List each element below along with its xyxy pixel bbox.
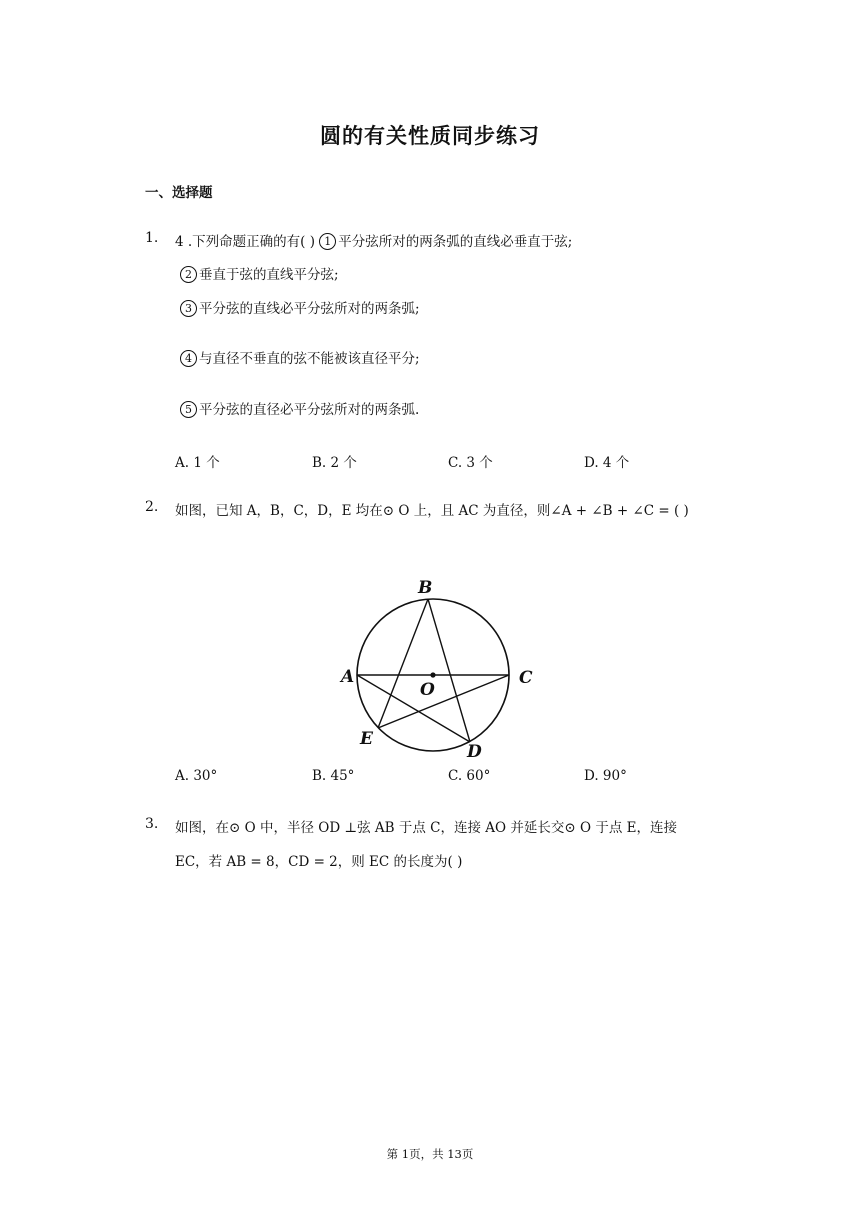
- circled-number-4: 4: [180, 350, 197, 367]
- question-2-text: 如图，已知 A，B，C，D，E 均在⊙ O 上，且 AC 为直径，则∠A + ∠B + ∠C = ( ): [175, 503, 689, 519]
- question-1-number: 1.: [145, 230, 159, 246]
- question-3-line-1: 如图，在⊙ O 中，半径 OD ⊥弦 AB 于点 C，连接 AO 并延长交⊙ O 于点 E，连接: [175, 820, 678, 836]
- label-c: C: [519, 668, 533, 688]
- page-footer: 第 1页，共 13页: [386, 1147, 474, 1161]
- question-2-number: 2.: [145, 499, 159, 515]
- question-2-option-a: A. 30°: [175, 768, 218, 784]
- label-a: A: [341, 667, 355, 687]
- question-1-line: [175, 230, 572, 250]
- label-e: E: [360, 729, 373, 749]
- circled-number-2: 2: [180, 266, 197, 283]
- question-2-option-d: D. 90°: [584, 768, 627, 784]
- question-1-item-row-4: [180, 347, 420, 367]
- segment-ce: [378, 675, 509, 728]
- question-1-item-3: 平分弦的直线必平分弦所对的两条弧;: [199, 301, 420, 317]
- label-d: D: [467, 742, 482, 762]
- question-1-option-d: D. 4 个: [584, 455, 630, 471]
- question-3-line-2: EC，若 AB = 8，CD = 2，则 EC 的长度为( ): [175, 854, 463, 870]
- label-b: B: [418, 578, 433, 598]
- page-title: 圆的有关性质同步练习: [320, 124, 540, 148]
- question-1-item-2: 垂直于弦的直线平分弦;: [199, 267, 339, 283]
- question-3-number: 3.: [145, 816, 159, 832]
- question-1-item-row-3: [180, 297, 420, 317]
- question-2-option-c: C. 60°: [448, 768, 491, 784]
- question-2-option-b: B. 45°: [312, 768, 355, 784]
- circle-pentagram-figure: [330, 568, 540, 763]
- question-1-option-b: B. 2 个: [312, 455, 357, 471]
- question-1-option-c: C. 3 个: [448, 455, 493, 471]
- question-1-item-1: 平分弦所对的两条弧的直线必垂直于弦;: [338, 234, 573, 250]
- section-heading: 一、选择题: [145, 185, 213, 201]
- question-1-item-row-2: [180, 263, 339, 283]
- circled-number-3: 3: [180, 300, 197, 317]
- question-1-stem: 4 .下列命题正确的有( ): [175, 234, 315, 250]
- circled-number-1: 1: [319, 233, 336, 250]
- label-o: O: [420, 680, 435, 700]
- question-1-item-5: 平分弦的直径必平分弦所对的两条弧.: [199, 402, 420, 418]
- center-point: [430, 672, 435, 677]
- question-1-item-4: 与直径不垂直的弦不能被该直径平分;: [199, 351, 420, 367]
- circled-number-5: 5: [180, 401, 197, 418]
- segment-be: [378, 599, 428, 728]
- question-1-option-a: A. 1 个: [175, 455, 220, 471]
- question-1-item-row-5: [180, 398, 419, 418]
